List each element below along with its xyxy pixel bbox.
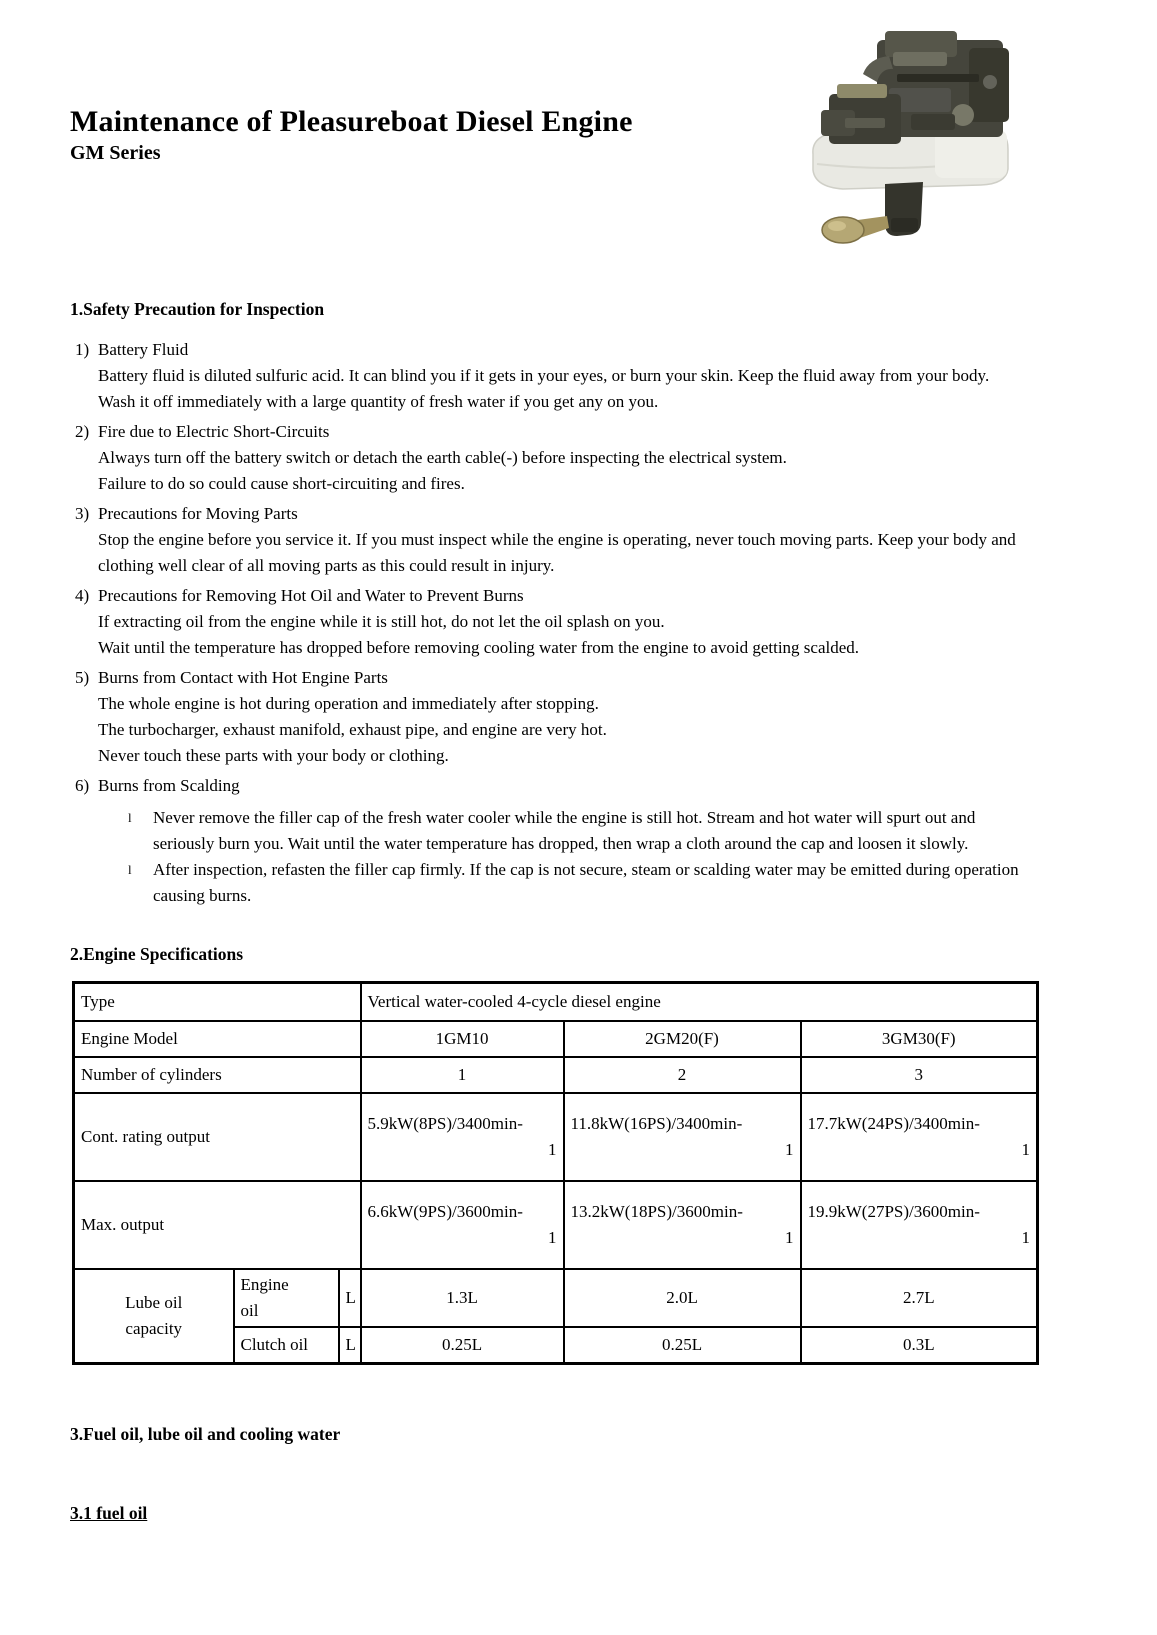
engine-fitting-knob — [822, 217, 864, 243]
item-title: Burns from Scalding — [98, 775, 240, 795]
type-label-cell: Type — [74, 983, 361, 1022]
item-paragraph: Stop the engine before you service it. If you must inspect while the engine is operating, never touch moving parts. Keep your body and clothing well clear of all moving parts as this could result in injury. — [98, 529, 1016, 575]
bullet-icon: l — [128, 861, 132, 877]
lube-capacity-label: Lube oil capacity — [125, 1293, 183, 1339]
engine-oil-value-cell: 2.7L — [801, 1269, 1038, 1327]
max-cell — [361, 1181, 564, 1269]
clutch-oil-unit-cell: L — [339, 1327, 361, 1364]
safety-item-6 — [70, 773, 1022, 909]
output-exponent: 1 — [785, 1140, 794, 1160]
bullet-icon: l — [128, 809, 132, 825]
engine-oil-name-cell — [234, 1269, 339, 1327]
oil-name: Engine oil — [240, 1275, 289, 1321]
output-exponent: 1 — [548, 1140, 557, 1160]
item-number: 6) — [75, 775, 90, 795]
item-paragraph: The turbocharger, exhaust manifold, exhaust pipe, and engine are very hot. — [98, 719, 607, 739]
model-label-cell: Engine Model — [74, 1021, 361, 1057]
safety-list — [70, 337, 1022, 909]
output-value: 17.7kW(24PS)/3400min- — [807, 1114, 980, 1134]
item-title: Burns from Contact with Hot Engine Parts — [98, 667, 388, 687]
item-number: 1) — [75, 339, 90, 359]
engine-oil-value-cell: 2.0L — [564, 1269, 801, 1327]
cont-label-cell: Cont. rating output — [74, 1093, 361, 1181]
safety-item-3 — [70, 501, 1022, 579]
section-3-heading: 3.Fuel oil, lube oil and cooling water — [70, 1424, 341, 1445]
page-title: Maintenance of Pleasureboat Diesel Engine — [70, 105, 633, 138]
bullet-text: Never remove the filler cap of the fresh water cooler while the engine is still hot. Stream and hot water will spurt out and seriously burn you. Wait until the water temperature has dropped, then wrap a cloth around the cap and loosen it slowly. — [153, 807, 976, 853]
section-2-heading: 2.Engine Specifications — [70, 943, 244, 964]
item-number: 4) — [75, 585, 90, 605]
item-number: 2) — [75, 421, 90, 441]
item-number: 5) — [75, 667, 90, 687]
section-1-heading: 1.Safety Precaution for Inspection — [70, 299, 325, 319]
output-exponent: 1 — [785, 1228, 794, 1248]
item-paragraph: The whole engine is hot during operation and immediately after stopping. — [98, 693, 599, 713]
cont-cell — [361, 1093, 564, 1181]
lube-capacity-label-cell — [74, 1269, 234, 1364]
table-row-max-output — [74, 1181, 1038, 1269]
clutch-oil-value-cell: 0.3L — [801, 1327, 1038, 1364]
output-value: 11.8kW(16PS)/3400min- — [570, 1114, 743, 1134]
output-value: 6.6kW(9PS)/3600min- — [367, 1202, 523, 1222]
engine-oil-value-cell: 1.3L — [361, 1269, 564, 1327]
table-row-engine-oil — [74, 1269, 1038, 1327]
max-cell — [564, 1181, 801, 1269]
clutch-oil-name-cell: Clutch oil — [234, 1327, 339, 1364]
item-paragraph: Battery fluid is diluted sulfuric acid. It can blind you if it gets in your eyes, or burn your skin. Keep the fluid away from your body. Wash it off immediately with a large quantity of fresh water if you get any on you. — [98, 365, 990, 411]
safety-item-2 — [70, 419, 1022, 497]
cylinders-cell: 1 — [361, 1057, 564, 1093]
cylinders-cell: 3 — [801, 1057, 1038, 1093]
item-title: Precautions for Moving Parts — [98, 503, 298, 523]
output-exponent: 1 — [1021, 1228, 1031, 1248]
type-value-cell: Vertical water-cooled 4-cycle diesel engine — [361, 983, 1038, 1022]
output-exponent: 1 — [548, 1228, 557, 1248]
engine-spec-table — [72, 981, 1039, 1365]
item-number: 3) — [75, 503, 90, 523]
output-value: 13.2kW(18PS)/3600min- — [570, 1202, 743, 1222]
max-label-cell: Max. output — [74, 1181, 361, 1269]
safety-item-5 — [70, 665, 1022, 769]
table-row-cont-rating — [74, 1093, 1038, 1181]
item-paragraph: Always turn off the battery switch or detach the earth cable(-) before inspecting the electrical system. — [98, 447, 787, 467]
item-title: Fire due to Electric Short-Circuits — [98, 421, 330, 441]
model-cell-3gm30: 3GM30(F) — [801, 1021, 1038, 1057]
table-row-cylinders — [74, 1057, 1038, 1093]
cont-cell — [564, 1093, 801, 1181]
model-cell-1gm10: 1GM10 — [361, 1021, 564, 1057]
engine-photo — [785, 22, 1025, 257]
output-value: 19.9kW(27PS)/3600min- — [807, 1202, 980, 1222]
safety-item-1 — [70, 337, 1022, 415]
bullet-text: After inspection, refasten the filler cap firmly. If the cap is not secure, steam or scalding water may be emitted during operation causing burns. — [153, 859, 1019, 905]
max-cell — [801, 1181, 1038, 1269]
clutch-oil-value-cell: 0.25L — [564, 1327, 801, 1364]
bullet-item — [128, 857, 1022, 909]
table-row-engine-model — [74, 1021, 1038, 1057]
safety-item-4 — [70, 583, 1022, 661]
cont-cell — [801, 1093, 1038, 1181]
output-exponent: 1 — [1021, 1140, 1031, 1160]
cylinders-cell: 2 — [564, 1057, 801, 1093]
section-3-1-heading: 3.1 fuel oil — [70, 1502, 148, 1523]
item-paragraph: If extracting oil from the engine while it is still hot, do not let the oil splash on you. — [98, 611, 665, 631]
item-title: Battery Fluid — [98, 339, 189, 359]
cylinders-label-cell: Number of cylinders — [74, 1057, 361, 1093]
engine-oil-unit-cell: L — [339, 1269, 361, 1327]
page-subtitle: GM Series — [70, 142, 161, 164]
model-cell-2gm20: 2GM20(F) — [564, 1021, 801, 1057]
table-row-type — [74, 983, 1038, 1022]
item-paragraph: Never touch these parts with your body or clothing. — [98, 745, 449, 765]
bullet-item — [128, 805, 1022, 857]
item-paragraph: Wait until the temperature has dropped before removing cooling water from the engine to avoid getting scalded. — [98, 637, 860, 657]
item-title: Precautions for Removing Hot Oil and Water to Prevent Burns — [98, 585, 524, 605]
output-value: 5.9kW(8PS)/3400min- — [367, 1114, 523, 1134]
item-paragraph: Failure to do so could cause short-circuiting and fires. — [98, 473, 465, 493]
clutch-oil-value-cell: 0.25L — [361, 1327, 564, 1364]
